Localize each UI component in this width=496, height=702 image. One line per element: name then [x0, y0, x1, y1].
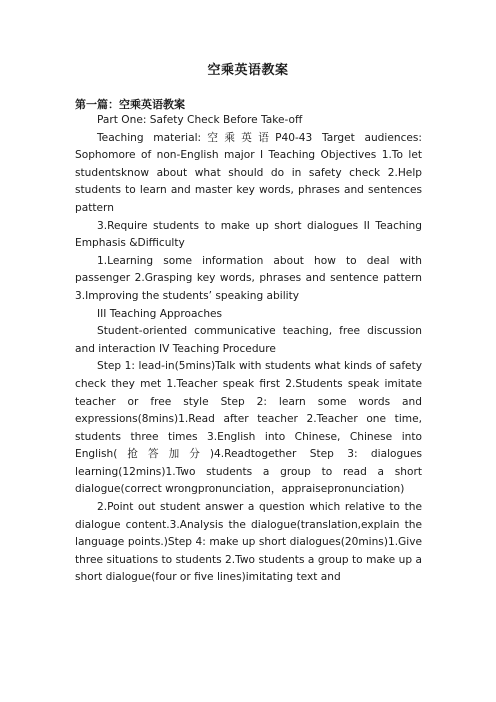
paragraph: Teaching material:空乘英语P40-43 Target audiences: Sophomore of non-English major I Teaching Objectives 1.To let studentsknow about what should do in safety check 2.Help students to learn and master key words, phrases and sentences pattern	[75, 131, 422, 214]
paragraph: III Teaching Approaches	[97, 307, 223, 320]
document-body	[75, 112, 422, 587]
paragraph: 3.Require students to make up short dialogues II Teaching Emphasis &Difficulty	[75, 219, 422, 250]
paragraph: Part One: Safety Check Before Take-off	[97, 114, 303, 126]
paragraph: Step 1: lead-in(5mins)Talk with students what kinds of safety check they met 1.Teacher speak first 2.Students speak imitate teacher or free style Step 2: learn some words and expressions(8mins)1.Read after teacher 2.Teacher one time, students three times 3.English into Chinese, Chinese into English(抢答加分)4.Readtogether Step 3: dialogues learning(12mins)1.Two students a group to read a short dialogue(correct wrongpronunciation，appraisepronunciation)	[75, 360, 422, 496]
paragraph: 2.Point out student answer a question which relative to the dialogue content.3.Analysis the dialogue(translation,explain the language points.)Step 4: make up short dialogues(20mins)1.Give three situations to students 2.Two students a group to make up a short dialogue(four or five lines)imitating text and	[75, 501, 422, 584]
paragraph: Student-oriented communicative teaching, free discussion and interaction IV Teaching Procedure	[75, 325, 422, 355]
document-title: 空乘英语教案	[207, 63, 289, 78]
paragraph: 1.Learning some information about how to deal with passenger 2.Grasping key words, phrases and sentence pattern 3.Improving the students’ speaking ability	[75, 254, 422, 302]
section-heading: 第一篇：空乘英语教案	[75, 98, 185, 111]
